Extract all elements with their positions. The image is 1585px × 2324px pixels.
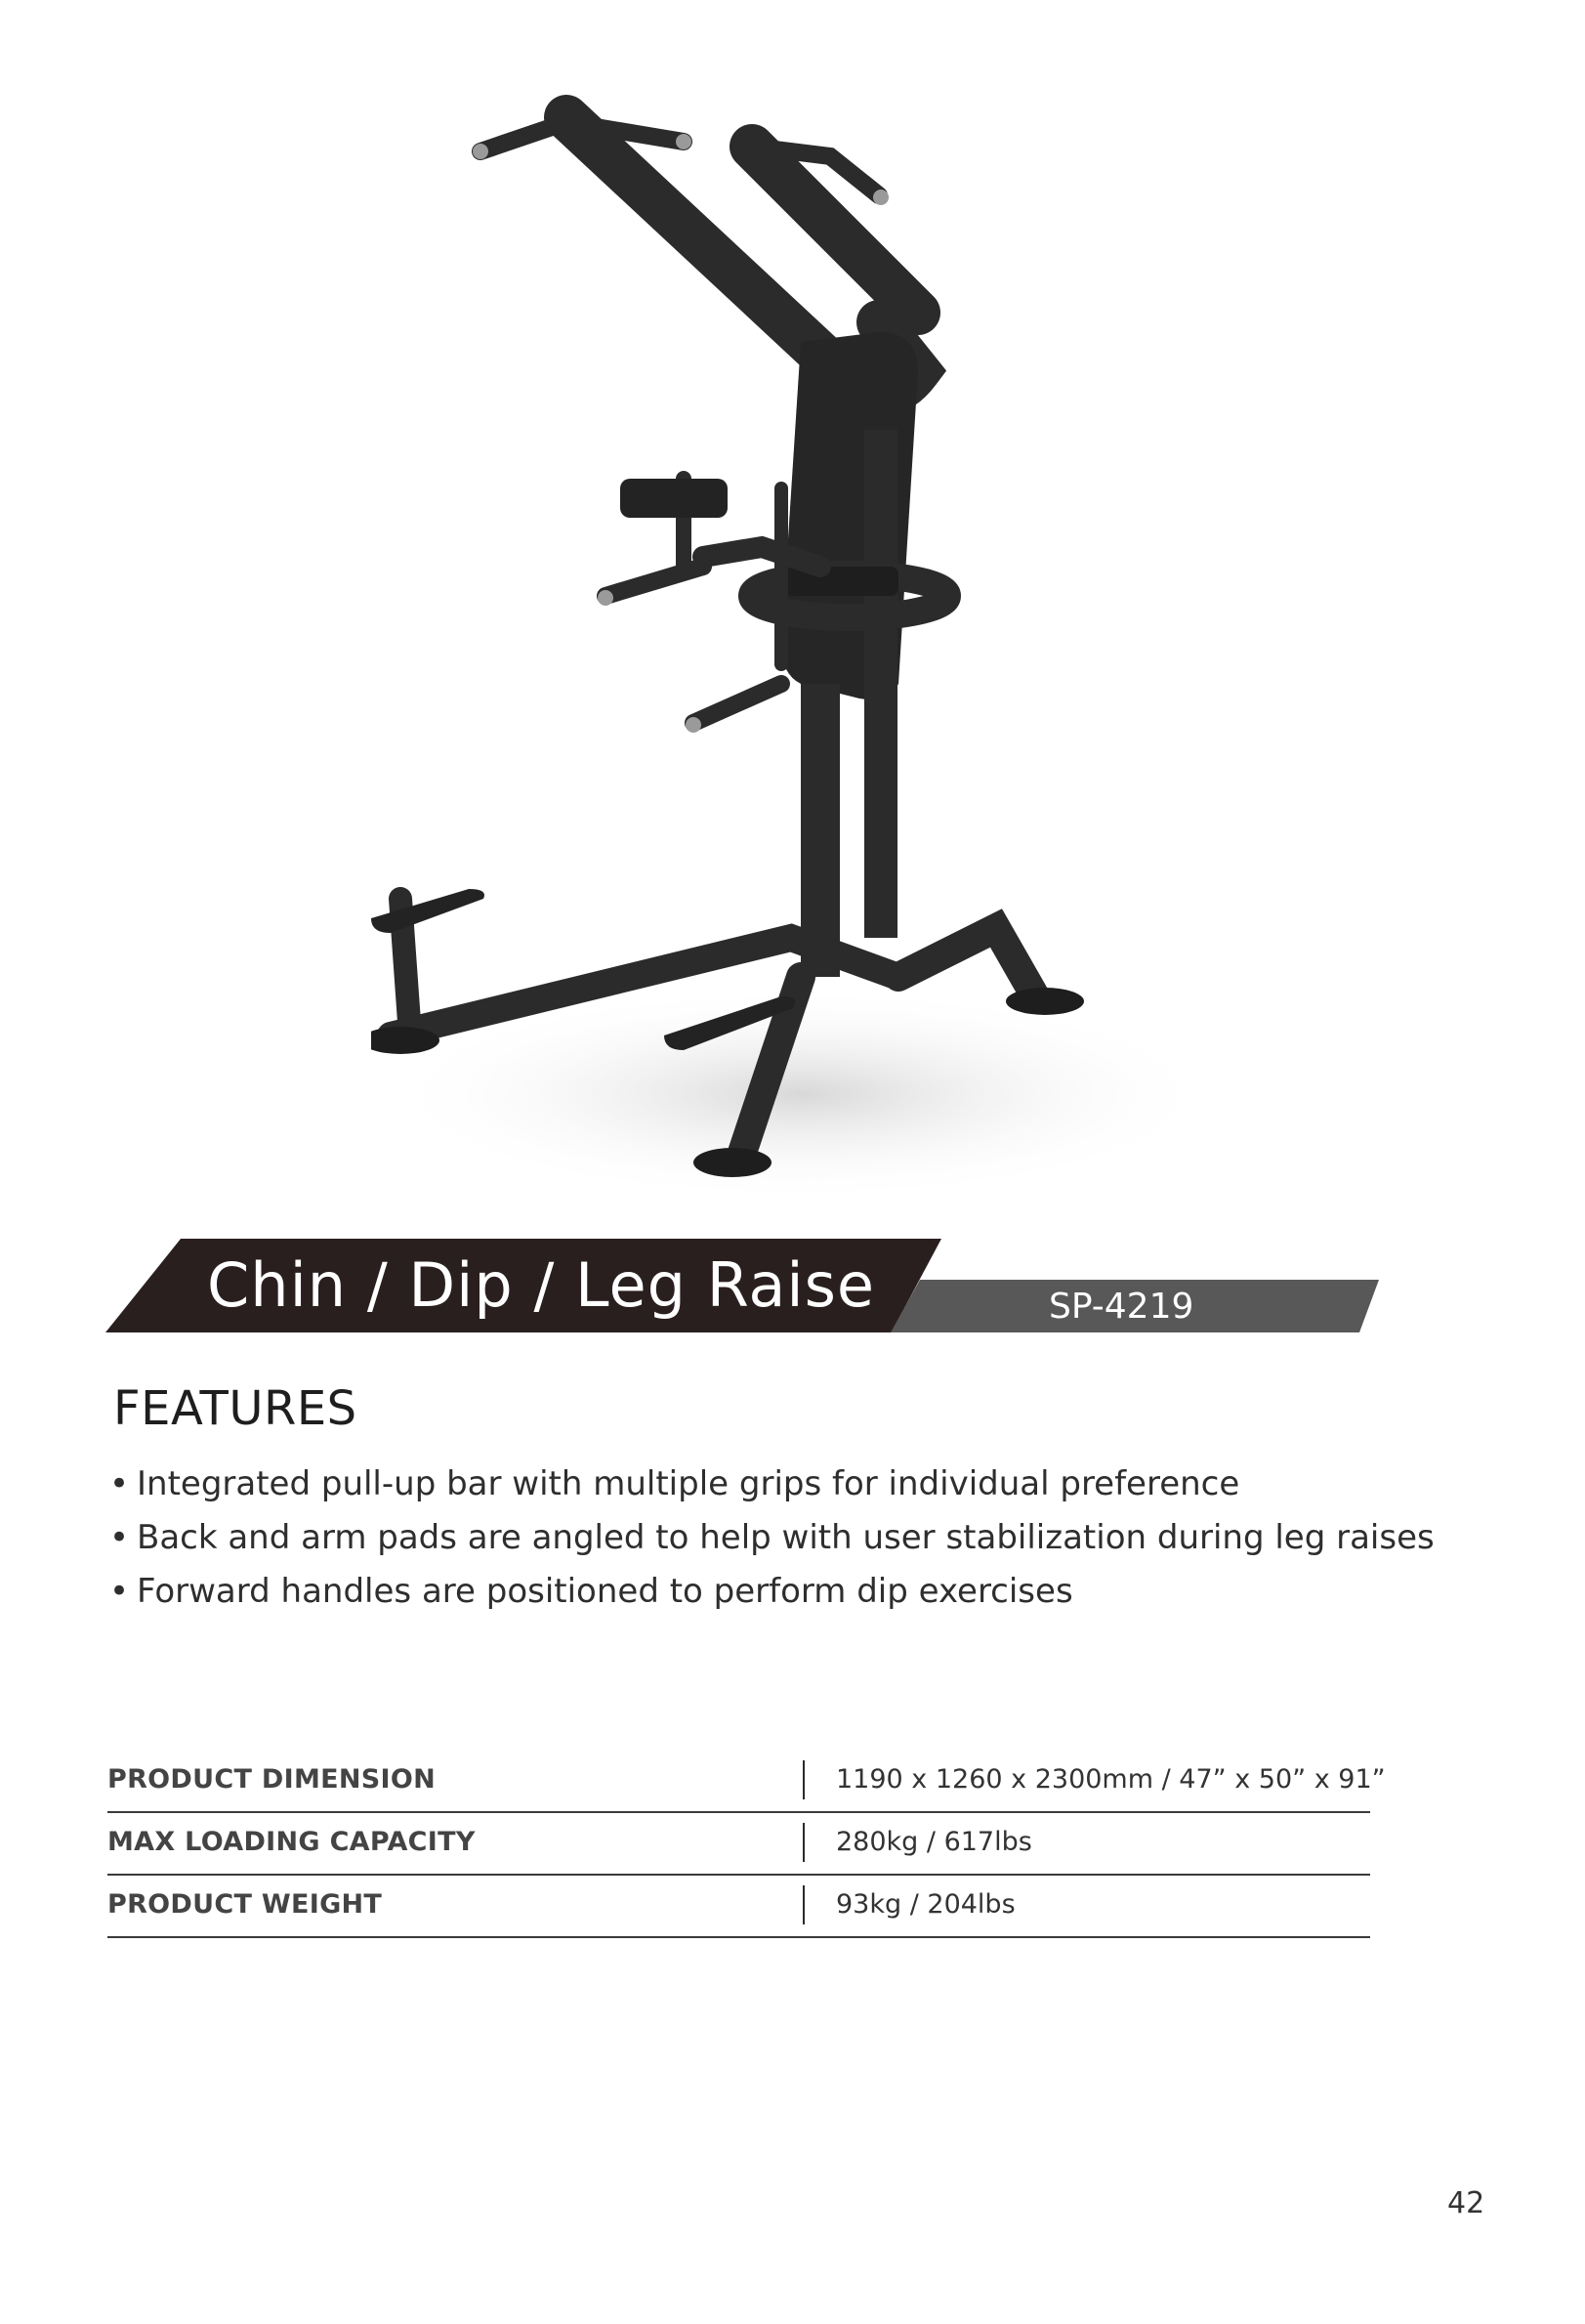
- bullet-icon: •: [109, 1572, 130, 1611]
- features-heading: FEATURES: [113, 1381, 357, 1436]
- feature-text: Back and arm pads are angled to help with user stabilization during leg raises: [137, 1518, 1435, 1557]
- spec-divider: [803, 1823, 805, 1862]
- bullet-icon: •: [109, 1518, 130, 1557]
- spec-value: 93kg / 204lbs: [836, 1889, 1016, 1920]
- bullet-icon: •: [109, 1464, 130, 1503]
- feature-text: Forward handles are positioned to perform dip exercises: [137, 1572, 1073, 1611]
- product-title: Chin / Dip / Leg Raise: [207, 1249, 876, 1321]
- feature-item: [109, 1511, 1435, 1565]
- spec-label: PRODUCT WEIGHT: [107, 1889, 383, 1920]
- feature-item: [109, 1458, 1435, 1511]
- page-number: 42: [1447, 2186, 1485, 2220]
- spec-label: MAX LOADING CAPACITY: [107, 1827, 476, 1857]
- feature-item: [109, 1565, 1435, 1619]
- spec-divider: [803, 1885, 805, 1924]
- spec-row-weight: [107, 1876, 1370, 1938]
- spec-row-capacity: [107, 1813, 1370, 1876]
- spec-label: PRODUCT DIMENSION: [107, 1764, 437, 1795]
- product-code: SP-4219: [1049, 1287, 1194, 1327]
- spec-value: 280kg / 617lbs: [836, 1827, 1032, 1857]
- spec-value: 1190 x 1260 x 2300mm / 47” x 50” x 91”: [836, 1764, 1386, 1795]
- product-image: [371, 59, 1250, 1211]
- features-list: [109, 1458, 1435, 1619]
- specs-table: [107, 1751, 1386, 1938]
- spec-divider: [803, 1760, 805, 1799]
- spec-row-dimension: [107, 1751, 1386, 1813]
- feature-text: Integrated pull-up bar with multiple grips for individual preference: [137, 1464, 1240, 1503]
